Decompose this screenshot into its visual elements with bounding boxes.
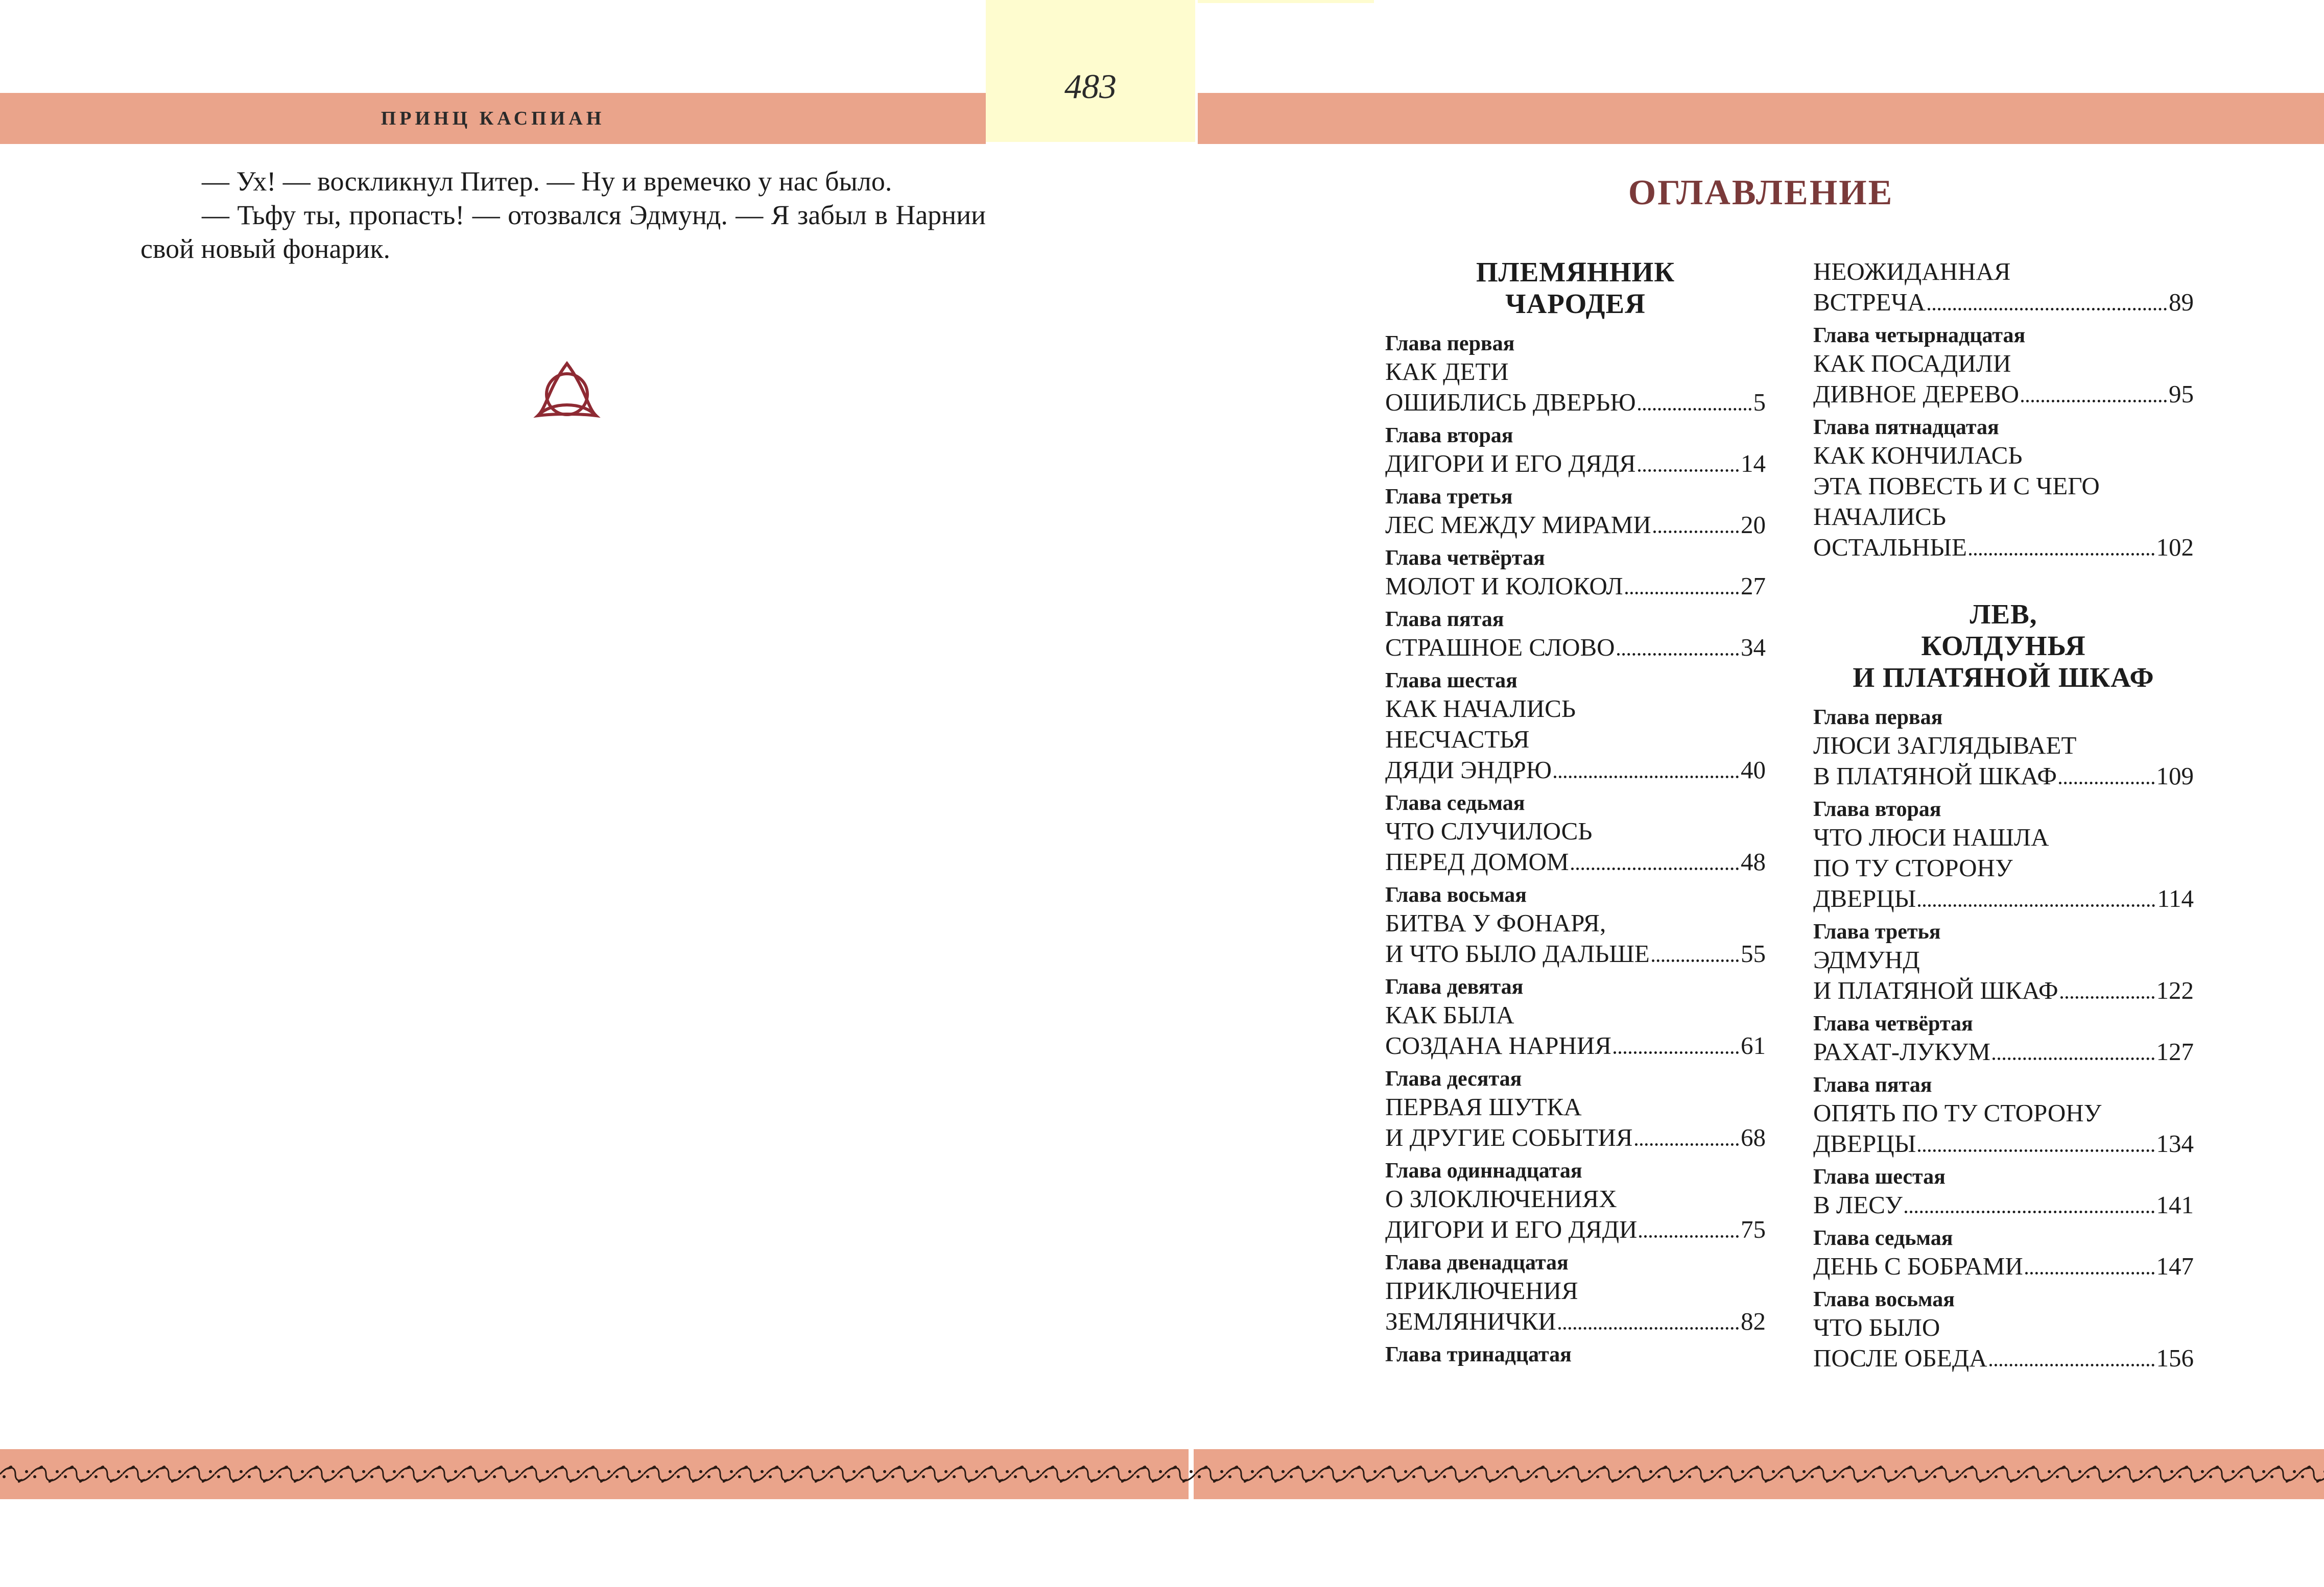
chapter-title-line: НЕОЖИДАННАЯ <box>1813 257 2011 285</box>
chapter-title-line: ДИГОРИ И ЕГО ДЯДИ <box>1385 1215 1638 1243</box>
chapter-label: Глава пятнадцатая <box>1813 416 1999 439</box>
toc-column-2 <box>1813 256 2194 1379</box>
chapter-title-line: ПЕРЕД ДОМОМ <box>1385 848 1569 876</box>
toc-row <box>1385 571 1766 602</box>
dot-leader <box>2021 400 2167 402</box>
toc-entry <box>1813 323 2194 410</box>
dot-leader <box>2060 996 2154 999</box>
chapter-title-line: НЕСЧАСТЬЯ <box>1385 725 1530 753</box>
triquetra-knot-icon <box>529 356 605 423</box>
page-ref: 82 <box>1741 1307 1766 1335</box>
toc-row <box>1813 287 2194 318</box>
page-ref: 127 <box>2156 1038 2194 1066</box>
chapter-label: Глава тринадцатая <box>1385 1343 1572 1366</box>
chapter-title-line: ДИВНОЕ ДЕРЕВО <box>1813 380 2020 408</box>
chapter-title-line: ОПЯТЬ ПО ТУ СТОРОНУ <box>1813 1099 2102 1127</box>
chapter-title-line: ЭДМУНД <box>1813 946 1920 974</box>
chapter-title-line: И ПЛАТЯНОЙ ШКАФ <box>1813 976 2058 1004</box>
toc-entry <box>1813 256 2194 318</box>
dot-leader <box>1918 1149 2154 1152</box>
book-title-nephew: ПЛЕМЯННИК ЧАРОДЕЯ <box>1476 256 1675 319</box>
toc-entry <box>1385 882 1766 969</box>
dot-leader <box>1918 904 2155 907</box>
toc-row <box>1813 1128 2194 1159</box>
toc-row <box>1385 939 1766 969</box>
dot-leader <box>2025 1272 2154 1275</box>
toc-title: ОГЛАВЛЕНИЕ <box>1628 173 1894 212</box>
toc-entry <box>1385 1250 1766 1337</box>
page-ref: 134 <box>2156 1129 2194 1158</box>
chapter-title-line: МОЛОТ И КОЛОКОЛ <box>1385 572 1623 600</box>
toc-entry <box>1385 331 1766 418</box>
page-ref: 109 <box>2156 762 2194 790</box>
page-ref: 75 <box>1741 1215 1766 1243</box>
toc-entry <box>1813 1164 2194 1220</box>
toc-entries <box>1385 331 1766 1337</box>
chapter-title-line: ЗЕМЛЯНИЧКИ <box>1385 1307 1556 1335</box>
toc-row <box>1813 761 2194 791</box>
dot-leader <box>1617 653 1739 656</box>
page-ref: 55 <box>1741 940 1766 968</box>
toc-entry <box>1385 545 1766 602</box>
chapter-title-line: ДЯДИ ЭНДРЮ <box>1385 756 1552 784</box>
chapter-label: Глава девятая <box>1385 975 1524 999</box>
page-ref: 14 <box>1741 449 1766 477</box>
page-ref: 102 <box>2156 533 2194 561</box>
toc-entry <box>1813 1011 2194 1067</box>
toc-entry <box>1813 1072 2194 1159</box>
dot-leader <box>1638 408 1751 411</box>
chapter-title-line: ОСТАЛЬНЫЕ <box>1813 533 1967 561</box>
chapter-title-line: ПОСЛЕ ОБЕДА <box>1813 1344 1987 1372</box>
header-band-right <box>1198 93 2324 144</box>
chapter-title-line: ЭТА ПОВЕСТЬ И С ЧЕГО <box>1813 472 2100 500</box>
chapter-title-line: ПРИКЛЮЧЕНИЯ <box>1385 1277 1578 1305</box>
chapter-label: Глава третья <box>1813 920 1941 944</box>
page-ref: 40 <box>1741 756 1766 784</box>
toc-row <box>1385 632 1766 663</box>
paragraph: — Тьфу ты, пропасть! — отозвался Эдмунд. — Я забыл в Нарнии свой новый фонарик. <box>140 200 986 264</box>
toc-entry <box>1385 607 1766 663</box>
chapter-title-line: ДВЕРЦЫ <box>1813 1129 1916 1158</box>
dot-leader <box>1639 1235 1739 1238</box>
dot-leader <box>1614 1051 1739 1054</box>
chapter-label: Глава шестая <box>1385 669 1517 692</box>
chapter-title-line: БИТВА У ФОНАРЯ, <box>1385 909 1606 937</box>
chapter-title-line: НАЧАЛИСЬ <box>1813 502 1947 531</box>
page-ref: 95 <box>2169 380 2194 408</box>
chapter-label: Глава четвёртая <box>1813 1012 1973 1036</box>
dot-leader <box>1625 592 1739 594</box>
body-text <box>140 164 986 266</box>
page-ref: 68 <box>1741 1123 1766 1151</box>
chapter-label: Глава вторая <box>1385 424 1513 447</box>
chapter-title-line: РАХАТ-ЛУКУМ <box>1813 1038 1990 1066</box>
chapter-title-line: И ДРУГИЕ СОБЫТИЯ <box>1385 1123 1633 1151</box>
chapter-title-line: КАК БЫЛА <box>1385 1001 1514 1029</box>
toc-column-1 <box>1385 256 1766 1367</box>
chapter-label: Глава первая <box>1813 706 1943 729</box>
chapter-label: Глава седьмая <box>1385 791 1525 815</box>
chapter-title-line: КАК НАЧАЛИСЬ <box>1385 694 1576 723</box>
chapter-label: Глава четвёртая <box>1385 546 1545 570</box>
chapter-title-line: И ЧТО БЫЛО ДАЛЬШЕ <box>1385 940 1650 968</box>
page-ref: 5 <box>1753 388 1766 416</box>
chapter-label: Глава десятая <box>1385 1067 1522 1091</box>
toc-row <box>1385 1030 1766 1061</box>
toc-entries <box>1813 705 2194 1374</box>
running-head: ПРИНЦ КАСПИАН <box>381 108 605 129</box>
toc-entry <box>1385 423 1766 479</box>
chapter-label: Глава седьмая <box>1813 1227 1953 1250</box>
chapter-label: Глава одиннадцатая <box>1385 1159 1582 1183</box>
chapter-label: Глава пятая <box>1385 608 1504 631</box>
chapter-title-line: О ЗЛОКЛЮЧЕНИЯХ <box>1385 1185 1617 1213</box>
chapter-label: Глава пятая <box>1813 1073 1932 1097</box>
toc-row <box>1385 755 1766 785</box>
toc-row <box>1385 1122 1766 1153</box>
chapter-title-line: ВСТРЕЧА <box>1813 288 1926 316</box>
chapter-title-line: ДИГОРИ И ЕГО ДЯДЯ <box>1385 449 1636 477</box>
dot-leader <box>1638 469 1739 472</box>
page-ref: 20 <box>1741 511 1766 539</box>
dot-leader <box>1905 1211 2154 1213</box>
page-ref: 89 <box>2169 288 2194 316</box>
chapter-label: Глава третья <box>1385 485 1513 509</box>
page-ref: 147 <box>2156 1252 2194 1280</box>
toc-row <box>1813 532 2194 563</box>
dot-leader <box>1554 776 1739 778</box>
page-ref: 27 <box>1741 572 1766 600</box>
chapter-title-line: КАК КОНЧИЛАСЬ <box>1813 441 2023 469</box>
toc-row <box>1813 1251 2194 1282</box>
dot-leader <box>1652 959 1739 962</box>
toc-entry <box>1385 1066 1766 1153</box>
chapter-title-line: ЛЮСИ ЗАГЛЯДЫВАЕТ <box>1813 731 2077 759</box>
page-ref: 34 <box>1741 633 1766 661</box>
toc-row <box>1813 379 2194 410</box>
toc-entries <box>1813 256 2194 563</box>
top-tab-edge <box>1198 0 1374 3</box>
page-ref: 122 <box>2156 976 2194 1004</box>
book-title-lion: ЛЕВ, КОЛДУНЬЯ И ПЛАТЯНОЙ ШКАФ <box>1853 598 2154 693</box>
toc-entry <box>1813 415 2194 563</box>
toc-row <box>1813 1343 2194 1374</box>
page-ref: 114 <box>2157 884 2194 912</box>
chapter-label: Глава восьмая <box>1813 1288 1955 1311</box>
chapter-label: Глава шестая <box>1813 1165 1946 1189</box>
chapter-title-line: ОШИБЛИСЬ ДВЕРЬЮ <box>1385 388 1636 416</box>
chapter-title-line: ЧТО СЛУЧИЛОСЬ <box>1385 817 1593 845</box>
chapter-title-line: КАК ПОСАДИЛИ <box>1813 349 2011 377</box>
toc-row <box>1813 883 2194 914</box>
toc-entry <box>1813 797 2194 914</box>
chapter-title-line: ПЕРВАЯ ШУТКА <box>1385 1093 1582 1121</box>
toc-row <box>1813 1190 2194 1220</box>
floral-vine-border <box>0 1461 2324 1487</box>
chapter-title-line: СТРАШНОЕ СЛОВО <box>1385 633 1615 661</box>
page-ref: 61 <box>1741 1031 1766 1060</box>
toc-row <box>1385 1306 1766 1337</box>
toc-entry <box>1813 1225 2194 1282</box>
dot-leader <box>1969 553 2154 556</box>
chapter-title-line: ДЕНЬ С БОБРАМИ <box>1813 1252 2023 1280</box>
toc-row <box>1813 1037 2194 1067</box>
chapter-title-line: СОЗДАНА НАРНИЯ <box>1385 1031 1611 1060</box>
chapter-label: Глава первая <box>1385 332 1515 355</box>
page-number: 483 <box>1064 67 1117 106</box>
chapter-title-line: КАК ДЕТИ <box>1385 357 1509 386</box>
toc-entry <box>1813 919 2194 1006</box>
dot-leader <box>1989 1364 2154 1366</box>
dot-leader <box>1571 868 1739 870</box>
toc-entry <box>1385 790 1766 877</box>
chapter-title-line: В ПЛАТЯНОЙ ШКАФ <box>1813 762 2057 790</box>
toc-row <box>1385 448 1766 479</box>
chapter-label: Глава двенадцатая <box>1385 1251 1569 1275</box>
toc-row <box>1385 510 1766 540</box>
toc-row <box>1385 387 1766 418</box>
page-ref: 141 <box>2156 1191 2194 1219</box>
toc-entry <box>1385 1158 1766 1245</box>
toc-entry <box>1385 668 1766 785</box>
toc-row <box>1385 1214 1766 1245</box>
chapter-title-line: ЧТО ЛЮСИ НАШЛА <box>1813 823 2049 851</box>
chapter-label: Глава вторая <box>1813 798 1941 821</box>
toc-entry <box>1385 974 1766 1061</box>
paragraph: — Ух! — воскликнул Питер. — Ну и времечко у нас было. <box>202 166 892 197</box>
chapter-title-line: ЛЕС МЕЖДУ МИРАМИ <box>1385 511 1651 539</box>
chapter-title-line: ДВЕРЦЫ <box>1813 884 1916 912</box>
toc-entry <box>1813 1287 2194 1374</box>
dot-leader <box>1653 531 1739 533</box>
toc-row <box>1813 975 2194 1006</box>
chapter-title-line: В ЛЕСУ <box>1813 1191 1903 1219</box>
dot-leader <box>1635 1143 1739 1146</box>
dot-leader <box>2059 782 2154 784</box>
toc-entry <box>1385 484 1766 540</box>
toc-entry <box>1813 705 2194 791</box>
page-ref: 48 <box>1741 848 1766 876</box>
dot-leader <box>1558 1327 1739 1330</box>
dot-leader <box>1993 1057 2154 1060</box>
chapter-title-line: ЧТО БЫЛО <box>1813 1313 1940 1341</box>
chapter-label: Глава восьмая <box>1385 883 1527 907</box>
page-ref: 156 <box>2156 1344 2194 1372</box>
chapter-label: Глава четырнадцатая <box>1813 324 2026 347</box>
chapter-title-line: ПО ТУ СТОРОНУ <box>1813 854 2013 882</box>
dot-leader <box>1928 308 2167 310</box>
toc-row <box>1385 847 1766 877</box>
